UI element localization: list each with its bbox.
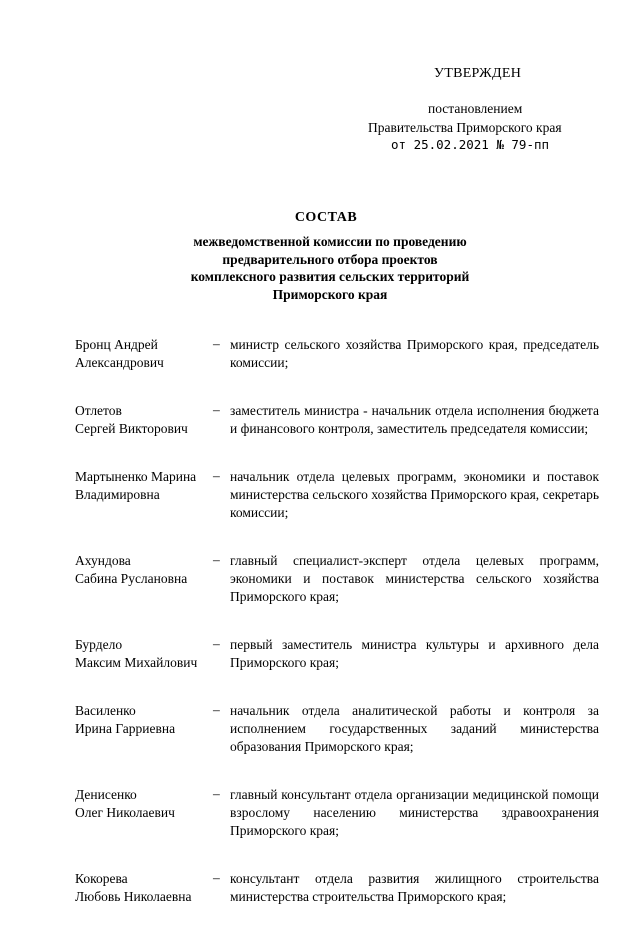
member-entry: [75, 870, 599, 906]
member-list: [75, 336, 599, 936]
member-name: [75, 870, 215, 906]
member-patronymic: Владимировна: [75, 487, 160, 502]
dash-separator: –: [213, 468, 220, 483]
dash-separator: –: [213, 870, 220, 885]
member-entry: [75, 402, 599, 438]
member-entry: [75, 468, 599, 522]
member-name: [75, 336, 215, 372]
member-name: [75, 636, 215, 672]
member-patronymic: Сергей Викторович: [75, 421, 188, 436]
member-entry: [75, 702, 599, 756]
subtitle-line: комплексного развития сельских территорий: [190, 269, 470, 284]
member-name: [75, 786, 215, 822]
member-name: [75, 552, 215, 588]
member-entry: [75, 786, 599, 840]
member-role: начальник отдела аналитической работы и контроля за исполнением государственных заданий министерства образования Приморского края;: [230, 703, 599, 754]
dash-separator: –: [213, 636, 220, 651]
dash-separator: –: [213, 702, 220, 717]
member-patronymic: Любовь Николаевна: [75, 889, 192, 904]
member-role: консультант отдела развития жилищного строительства министерства строительства Приморского края;: [230, 871, 599, 904]
dash-separator: –: [213, 402, 220, 417]
member-surname: Денисенко: [75, 787, 137, 802]
member-patronymic: Сабина Руслановна: [75, 571, 188, 586]
dash-separator: –: [213, 552, 220, 567]
member-surname: Отлетов: [75, 403, 122, 418]
member-entry: [75, 636, 599, 672]
member-patronymic: Максим Михайлович: [75, 655, 198, 670]
document-subtitle: [20, 233, 640, 303]
member-entry: [75, 552, 599, 606]
member-role: первый заместитель министра культуры и архивного дела Приморского края;: [230, 637, 599, 670]
member-role: заместитель министра - начальник отдела исполнения бюджета и финансового контроля, заместитель председателя комиссии;: [230, 403, 599, 436]
member-role: главный специалист-эксперт отдела целевых программ, экономики и поставок министерства сельского хозяйства Приморского края;: [230, 553, 599, 604]
approval-title: УТВЕРЖДЕН: [434, 66, 522, 81]
member-role: главный консультант отдела организации медицинской помощи взрослому населению министерства здравоохранения Приморского края;: [230, 787, 599, 838]
member-name: [75, 702, 215, 738]
member-surname: Ахундова: [75, 553, 131, 568]
subtitle-line: предварительного отбора проектов: [222, 251, 438, 267]
member-surname: Бурдело: [75, 637, 123, 652]
member-patronymic: Александрович: [75, 355, 164, 370]
dash-separator: –: [213, 786, 220, 801]
approval-decree-label: постановлением: [428, 101, 523, 116]
member-name: [75, 468, 215, 504]
member-patronymic: Олег Николаевич: [75, 805, 175, 820]
member-surname: Василенко: [75, 703, 136, 718]
subtitle-line: Приморского края: [272, 286, 388, 302]
member-role: министр сельского хозяйства Приморского края, председатель комиссии;: [230, 337, 599, 370]
member-patronymic: Ирина Гарриевна: [75, 721, 176, 736]
subtitle-line: межведомственной комиссии по проведению: [193, 234, 467, 249]
member-surname: Бронц Андрей: [75, 337, 158, 352]
approval-authority: Правительства Приморского края: [368, 120, 562, 135]
member-entry: [75, 336, 599, 372]
document-heading: [0, 210, 640, 303]
member-role: начальник отдела целевых программ, экономики и поставок министерства сельского хозяйства Приморского края, секретарь комиссии;: [230, 469, 599, 520]
member-name: [75, 402, 215, 438]
approval-date-number: от 25.02.2021 № 79-пп: [391, 137, 550, 152]
document-title: СОСТАВ: [294, 210, 358, 225]
dash-separator: –: [213, 336, 220, 351]
member-surname: Кокорева: [75, 871, 128, 886]
member-surname: Мартыненко Марина: [75, 469, 197, 484]
